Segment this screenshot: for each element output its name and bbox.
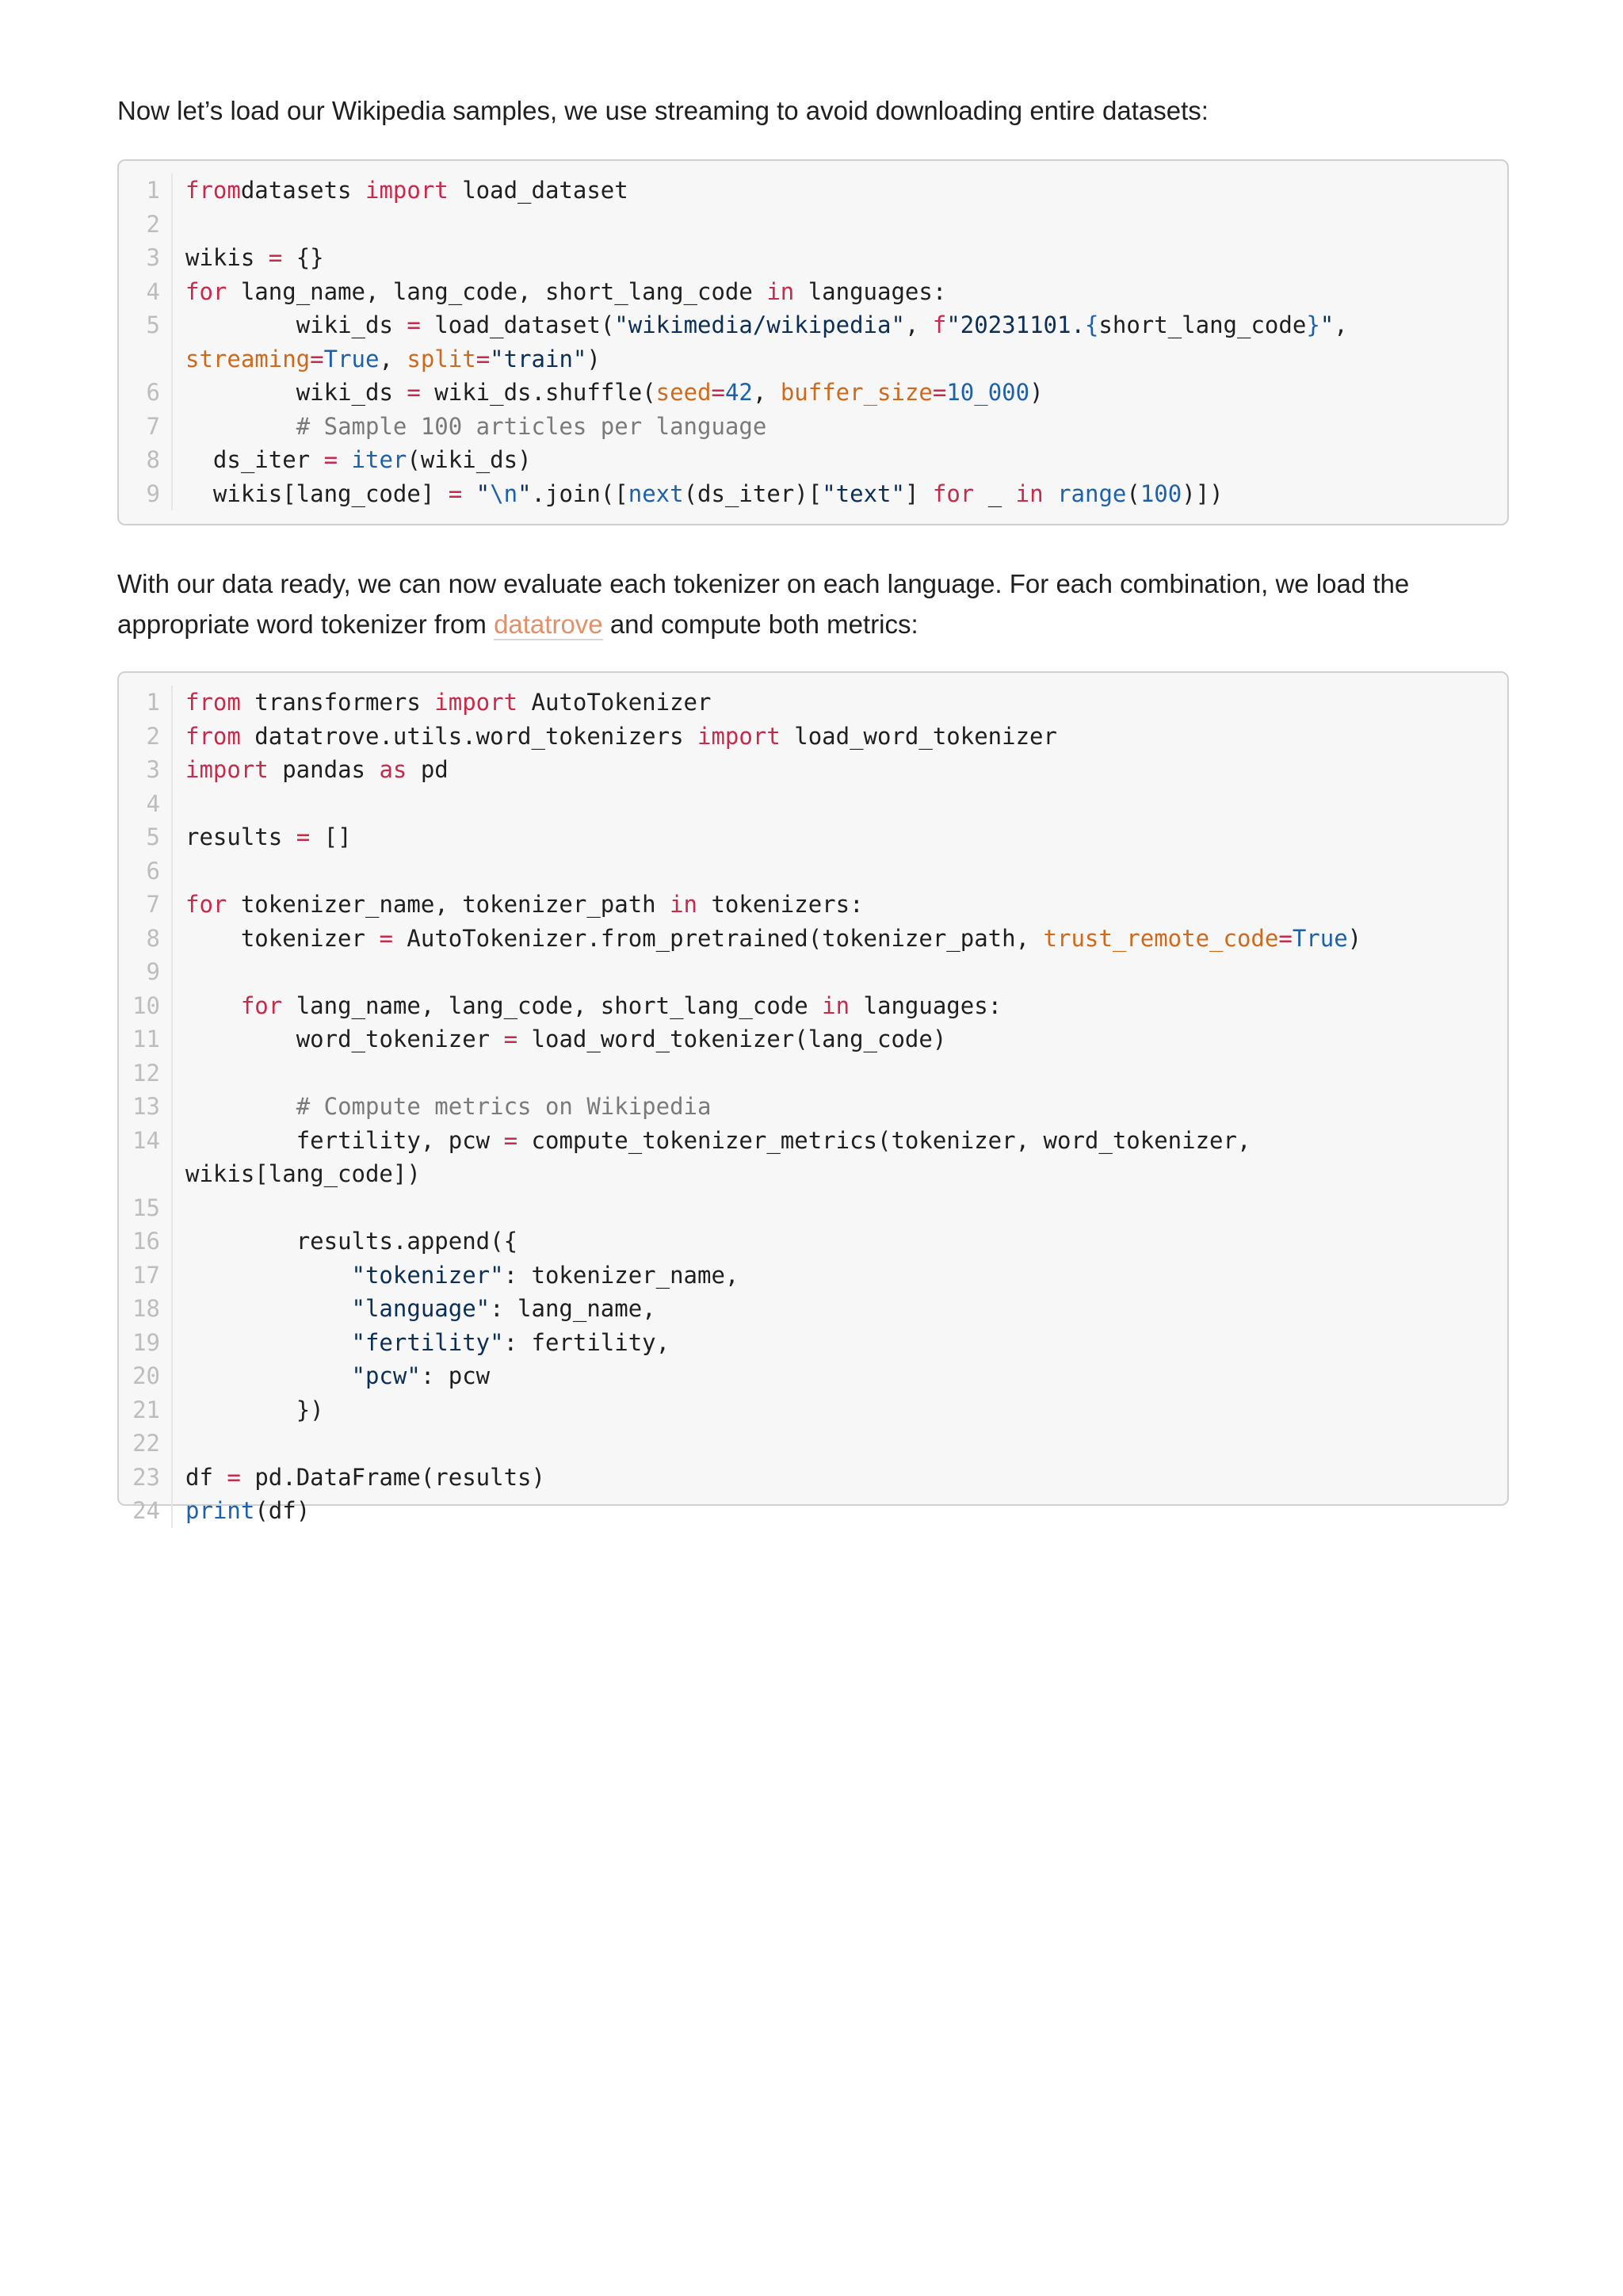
line-number: 7 — [119, 888, 173, 922]
code-token: , — [379, 345, 407, 372]
code-token — [185, 1295, 352, 1322]
code-token: : pcw — [420, 1362, 491, 1389]
code-text — [185, 686, 1507, 720]
code-token: \n — [490, 479, 518, 507]
code-token: 100 — [1140, 479, 1182, 507]
code-token: }) — [185, 1396, 324, 1423]
code-line — [119, 208, 1507, 242]
code-token — [338, 446, 351, 473]
code-text — [185, 955, 1507, 989]
code-text — [185, 376, 1507, 410]
code-token: next — [628, 479, 684, 507]
code-line — [119, 1090, 1507, 1124]
code-token: True — [323, 345, 380, 372]
code-line — [119, 753, 1507, 787]
code-token: ) — [1029, 379, 1044, 406]
code-token: trust_remote_code — [1043, 924, 1279, 952]
code-token: for — [240, 991, 283, 1019]
line-number: 3 — [119, 753, 173, 787]
code-token: wikis[lang_code] — [185, 479, 449, 507]
code-token: short_lang_code — [1098, 311, 1307, 338]
code-token: in — [670, 891, 698, 918]
code-token: = — [268, 244, 283, 271]
line-number: 9 — [119, 955, 173, 989]
code-token: ) — [586, 345, 601, 372]
code-token: from — [185, 177, 241, 204]
code-token: print — [185, 1497, 255, 1524]
line-number: 4 — [119, 787, 173, 821]
code-token: , — [1334, 311, 1362, 338]
code-line — [119, 854, 1507, 888]
code-token: , — [752, 379, 781, 406]
code-line — [119, 376, 1507, 410]
code-token: 10_000 — [946, 379, 1030, 406]
code-token: wiki_ds — [185, 311, 407, 338]
code-line — [119, 1494, 1507, 1528]
code-token: results.append({ — [185, 1228, 518, 1255]
code-lines — [119, 174, 1507, 510]
code-text — [185, 1326, 1507, 1360]
code-token: results — [185, 823, 296, 850]
code-line — [119, 1461, 1507, 1495]
line-number: 14 — [119, 1124, 173, 1191]
code-token: iter — [351, 446, 407, 473]
code-line — [119, 989, 1507, 1023]
code-token: load_word_tokenizer(lang_code) — [517, 1026, 947, 1052]
code-token: = — [932, 379, 947, 406]
code-text — [185, 1494, 1507, 1528]
code-token: for — [932, 479, 975, 507]
code-token: " — [517, 479, 532, 507]
code-token: " — [475, 479, 491, 507]
code-token: = — [296, 823, 311, 850]
code-line — [119, 1359, 1507, 1393]
code-token: for — [185, 891, 227, 918]
code-block-load-wikipedia[interactable] — [117, 159, 1509, 525]
code-token: (ds_iter)[ — [683, 479, 823, 507]
line-number: 15 — [119, 1191, 173, 1225]
code-token: wikis — [185, 244, 269, 271]
code-text — [185, 1090, 1507, 1124]
code-line — [119, 820, 1507, 854]
code-line — [119, 955, 1507, 989]
code-token: from — [185, 689, 241, 716]
code-token: = — [475, 345, 491, 372]
code-line — [119, 1191, 1507, 1225]
code-text — [185, 989, 1507, 1023]
code-token: {} — [282, 244, 324, 271]
code-line — [119, 241, 1507, 275]
code-token: ( — [1126, 479, 1140, 507]
code-line — [119, 1259, 1507, 1293]
code-text — [185, 888, 1507, 922]
line-number: 8 — [119, 443, 173, 477]
code-text — [185, 1124, 1507, 1191]
code-token: load_dataset( — [420, 311, 615, 338]
code-text — [185, 275, 1507, 309]
code-token: [] — [310, 823, 352, 850]
code-token: "language" — [351, 1295, 491, 1322]
code-lines — [119, 686, 1507, 1528]
code-token: "tokenizer" — [351, 1261, 504, 1289]
code-token: : fertility, — [503, 1328, 670, 1356]
line-number: 7 — [119, 410, 173, 444]
code-token — [185, 1329, 352, 1356]
code-line — [119, 686, 1507, 720]
code-token: " — [1319, 311, 1335, 338]
code-token: transformers — [240, 689, 435, 716]
code-line — [119, 1292, 1507, 1326]
code-token: tokenizer_name, tokenizer_path — [227, 891, 670, 918]
code-token: = — [407, 379, 421, 406]
line-number: 6 — [119, 854, 173, 888]
evaluation-paragraph — [117, 563, 1512, 644]
code-line — [119, 1393, 1507, 1427]
code-line — [119, 477, 1507, 511]
code-text — [185, 1259, 1507, 1293]
code-text — [185, 208, 1507, 242]
code-token: lang_name, lang_code, short_lang_code — [227, 277, 767, 305]
code-token: .join([ — [531, 479, 628, 507]
code-token: = — [503, 1126, 518, 1154]
code-token: languages: — [850, 991, 1002, 1019]
code-token — [462, 480, 475, 507]
code-token: = — [448, 479, 463, 507]
code-token: fertility, pcw — [185, 1126, 504, 1154]
code-token: ] — [904, 479, 933, 507]
code-token: AutoTokenizer.from_pretrained(tokenizer_path, — [392, 924, 1044, 952]
line-number: 5 — [119, 308, 173, 376]
code-token: "fertility" — [351, 1328, 504, 1356]
line-number: 12 — [119, 1056, 173, 1091]
code-token: wiki_ds — [185, 379, 407, 406]
code-text — [185, 308, 1507, 376]
code-token: # Sample 100 articles per language — [296, 412, 767, 440]
code-token: : lang_name, — [490, 1295, 656, 1322]
code-token: import — [434, 689, 518, 716]
code-line — [119, 1124, 1507, 1191]
code-token: df — [185, 1463, 227, 1491]
code-token: split — [407, 345, 476, 372]
code-token: { — [1084, 311, 1099, 338]
code-text — [185, 922, 1507, 956]
code-token: AutoTokenizer — [517, 689, 712, 716]
code-text — [185, 1056, 1507, 1091]
code-token: )]) — [1182, 479, 1224, 507]
line-number: 23 — [119, 1461, 173, 1495]
code-token: from — [185, 722, 241, 750]
line-number: 5 — [119, 820, 173, 854]
line-number: 4 — [119, 275, 173, 309]
code-token: "text" — [822, 479, 905, 507]
line-number: 1 — [119, 174, 173, 208]
code-token: wiki_ds.shuffle( — [420, 379, 656, 406]
code-text — [185, 1224, 1507, 1259]
code-text — [185, 1292, 1507, 1326]
line-number: 2 — [119, 720, 173, 754]
line-number: 21 — [119, 1393, 173, 1427]
code-block-compute-metrics[interactable] — [117, 671, 1509, 1524]
code-token: for — [185, 277, 227, 305]
code-text — [185, 753, 1507, 787]
code-text — [185, 241, 1507, 275]
code-token: buffer_size — [780, 379, 933, 406]
code-token: : tokenizer_name, — [503, 1261, 739, 1289]
code-text — [185, 1461, 1507, 1495]
line-number: 19 — [119, 1326, 173, 1360]
code-token: compute_tokenizer_metrics(tokenizer, word_tokenizer, wikis[lang_code]) — [185, 1126, 1265, 1187]
code-token: _ — [974, 479, 1016, 507]
code-token — [185, 413, 296, 440]
code-text — [185, 1191, 1507, 1225]
code-text — [185, 720, 1507, 754]
code-token: in — [1015, 479, 1044, 507]
code-line — [119, 174, 1507, 208]
code-line — [119, 1056, 1507, 1091]
code-text — [185, 1393, 1507, 1427]
code-text — [185, 443, 1507, 477]
code-text — [185, 1022, 1507, 1056]
code-token: "pcw" — [351, 1362, 421, 1389]
paragraph-text-after: and compute both metrics: — [602, 609, 918, 639]
code-token: f — [932, 311, 947, 338]
code-line — [119, 1224, 1507, 1259]
code-token: load_word_tokenizer — [780, 722, 1057, 750]
code-line — [119, 1427, 1507, 1461]
line-number: 3 — [119, 241, 173, 275]
code-token: import — [365, 177, 449, 204]
code-token: # Compute metrics on Wikipedia — [296, 1093, 712, 1120]
code-token: lang_name, lang_code, short_lang_code — [282, 991, 823, 1019]
line-number: 16 — [119, 1224, 173, 1259]
code-token: = — [323, 446, 338, 473]
code-token: True — [1292, 924, 1348, 952]
line-number: 9 — [119, 477, 173, 511]
code-line — [119, 1326, 1507, 1360]
code-token: word_tokenizer — [185, 1026, 504, 1052]
code-token: "train" — [490, 345, 587, 372]
code-token — [185, 1262, 352, 1289]
code-line — [119, 888, 1507, 922]
code-token: datasets — [240, 177, 365, 204]
line-number: 2 — [119, 208, 173, 242]
code-token — [185, 1362, 352, 1389]
code-line — [119, 410, 1507, 444]
line-number: 8 — [119, 922, 173, 956]
line-number: 6 — [119, 376, 173, 410]
code-token: = — [1278, 924, 1293, 952]
line-number: 13 — [119, 1090, 173, 1124]
code-token: = — [503, 1026, 518, 1052]
code-token: (df) — [254, 1497, 311, 1524]
code-token: = — [310, 345, 324, 372]
code-token: "wikimedia/wikipedia" — [614, 311, 905, 338]
code-token — [1044, 480, 1057, 507]
code-token: tokenizer — [185, 924, 380, 952]
line-number: 20 — [119, 1359, 173, 1393]
line-number: 24 — [119, 1494, 173, 1528]
code-token: "20231101. — [946, 311, 1085, 338]
line-number: 1 — [119, 686, 173, 720]
code-token: } — [1306, 311, 1320, 338]
code-line — [119, 720, 1507, 754]
code-text — [185, 1359, 1507, 1393]
code-line — [119, 275, 1507, 309]
code-token: = — [227, 1463, 241, 1491]
code-line — [119, 922, 1507, 956]
code-text — [185, 174, 1507, 208]
code-text — [185, 477, 1507, 511]
code-line — [119, 308, 1507, 376]
code-token — [185, 992, 241, 1019]
code-token: pd.DataFrame(results) — [240, 1463, 545, 1491]
line-number: 17 — [119, 1259, 173, 1293]
code-token: ) — [1347, 924, 1362, 952]
code-token: pd — [407, 756, 449, 783]
code-token: , — [904, 311, 933, 338]
line-number: 10 — [119, 989, 173, 1023]
code-token — [185, 1093, 296, 1120]
code-text — [185, 1427, 1507, 1461]
line-number: 18 — [119, 1292, 173, 1326]
code-text — [185, 854, 1507, 888]
code-token: streaming — [185, 345, 311, 372]
code-token: languages: — [794, 277, 947, 305]
line-number: 22 — [119, 1427, 173, 1461]
code-text — [185, 410, 1507, 444]
code-token: as — [379, 756, 407, 783]
code-token: import — [697, 722, 781, 750]
code-token: 42 — [724, 379, 753, 406]
code-token: seed — [655, 379, 712, 406]
intro-paragraph: Now let’s load our Wikipedia samples, we use streaming to avoid downloading entire datasets: — [117, 96, 1209, 125]
code-token: in — [766, 277, 795, 305]
code-token: in — [822, 991, 850, 1019]
code-line — [119, 443, 1507, 477]
datatrove-link[interactable]: datatrove — [494, 609, 603, 639]
code-token: = — [407, 311, 421, 338]
line-number: 11 — [119, 1022, 173, 1056]
code-token: = — [379, 924, 393, 952]
code-token: (wiki_ds) — [407, 446, 532, 473]
code-token: tokenizers: — [697, 891, 864, 918]
code-token: load_dataset — [448, 177, 628, 204]
code-token: import — [185, 756, 269, 783]
code-token: = — [711, 379, 725, 406]
paragraph-text-before: With our data ready, we can now evaluate each tokenizer on each language. For each combination, we load the appropriate word tokenizer from — [117, 569, 1410, 639]
code-token: range — [1057, 479, 1127, 507]
code-token: ds_iter — [185, 446, 324, 473]
code-text — [185, 820, 1507, 854]
code-line — [119, 787, 1507, 821]
code-line — [119, 1022, 1507, 1056]
code-token: datatrove.utils.word_tokenizers — [240, 722, 698, 750]
code-text — [185, 787, 1507, 821]
code-token: pandas — [268, 756, 380, 783]
